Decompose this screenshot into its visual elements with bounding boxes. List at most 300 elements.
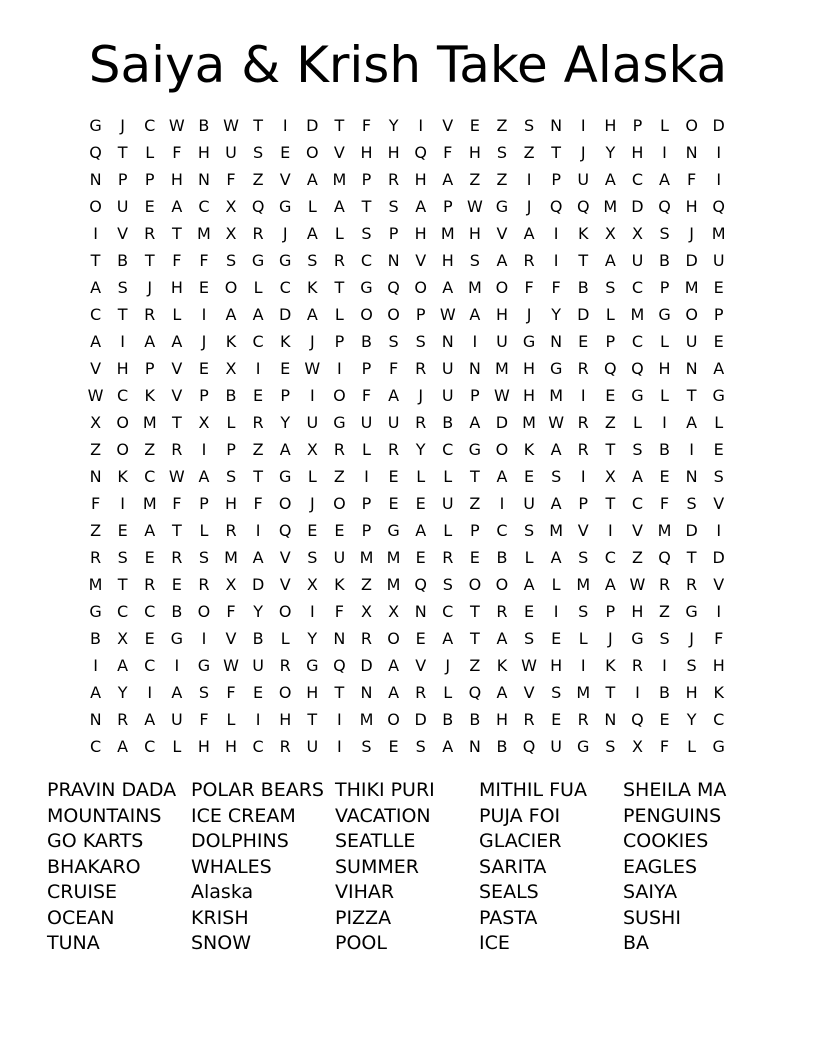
grid-letter[interactable]: Q xyxy=(576,197,590,216)
grid-letter[interactable]: V xyxy=(713,494,725,513)
grid-letter[interactable]: E xyxy=(253,683,264,702)
grid-letter[interactable]: I xyxy=(201,440,207,459)
grid-letter[interactable]: R xyxy=(144,575,156,594)
grid-letter[interactable]: C xyxy=(631,170,643,189)
grid-letter[interactable]: U xyxy=(170,710,183,729)
grid-letter[interactable]: C xyxy=(252,737,264,756)
grid-letter[interactable]: B xyxy=(659,683,670,702)
grid-letter[interactable]: V xyxy=(442,116,454,135)
grid-letter[interactable]: N xyxy=(387,251,400,270)
grid-letter[interactable]: O xyxy=(116,413,129,432)
grid-letter[interactable]: L xyxy=(687,737,697,756)
grid-letter[interactable]: E xyxy=(280,143,291,162)
grid-letter[interactable]: I xyxy=(580,116,586,135)
grid-letter[interactable]: G xyxy=(387,521,400,540)
grid-letter[interactable]: M xyxy=(576,575,591,594)
grid-letter[interactable]: R xyxy=(144,305,156,324)
grid-letter[interactable]: X xyxy=(306,575,318,594)
grid-letter[interactable]: L xyxy=(253,278,263,297)
grid-letter[interactable]: E xyxy=(605,386,616,405)
grid-letter[interactable]: A xyxy=(550,440,562,459)
grid-letter[interactable]: L xyxy=(443,683,453,702)
grid-letter[interactable]: I xyxy=(418,116,424,135)
grid-letter[interactable]: Z xyxy=(90,521,102,540)
grid-letter[interactable]: A xyxy=(550,548,562,567)
grid-letter[interactable]: K xyxy=(117,467,128,486)
grid-letter[interactable]: T xyxy=(469,629,480,648)
grid-letter[interactable]: G xyxy=(631,629,644,648)
grid-letter[interactable]: A xyxy=(659,170,670,189)
grid-letter[interactable]: A xyxy=(496,251,508,270)
grid-letter[interactable]: V xyxy=(496,224,508,243)
grid-letter[interactable]: S xyxy=(361,224,372,243)
grid-letter[interactable]: O xyxy=(197,602,211,621)
grid-letter[interactable]: A xyxy=(333,197,345,216)
grid-letter[interactable]: D xyxy=(685,521,698,540)
grid-letter[interactable]: I xyxy=(255,521,261,540)
grid-letter[interactable]: F xyxy=(388,359,399,378)
grid-letter[interactable]: E xyxy=(144,548,155,567)
grid-letter[interactable]: A xyxy=(604,251,616,270)
grid-letter[interactable]: T xyxy=(171,521,182,540)
grid-letter[interactable]: E xyxy=(198,359,209,378)
grid-letter[interactable]: O xyxy=(278,494,292,513)
grid-letter[interactable]: U xyxy=(360,413,373,432)
grid-letter[interactable]: X xyxy=(225,575,237,594)
grid-letter[interactable]: S xyxy=(198,683,209,702)
grid-letter[interactable]: H xyxy=(631,143,644,162)
grid-letter[interactable]: U xyxy=(387,413,400,432)
grid-letter[interactable]: D xyxy=(685,251,698,270)
grid-letter[interactable]: K xyxy=(713,683,724,702)
grid-letter[interactable]: G xyxy=(279,197,292,216)
grid-letter[interactable]: Q xyxy=(522,737,536,756)
grid-letter[interactable]: U xyxy=(333,548,346,567)
grid-letter[interactable]: O xyxy=(468,575,482,594)
grid-letter[interactable]: C xyxy=(117,602,129,621)
grid-letter[interactable]: B xyxy=(198,116,210,135)
grid-letter[interactable]: T xyxy=(551,143,562,162)
grid-letter[interactable]: R xyxy=(144,224,156,243)
grid-letter[interactable]: L xyxy=(443,521,453,540)
grid-letter[interactable]: A xyxy=(306,305,318,324)
grid-letter[interactable]: B xyxy=(577,278,589,297)
grid-letter[interactable]: V xyxy=(415,656,427,675)
grid-letter[interactable]: O xyxy=(116,440,129,459)
grid-letter[interactable]: M xyxy=(711,224,726,243)
grid-letter[interactable]: S xyxy=(307,548,318,567)
grid-letter[interactable]: X xyxy=(225,359,237,378)
grid-letter[interactable]: M xyxy=(386,575,401,594)
grid-letter[interactable]: S xyxy=(632,440,643,459)
grid-letter[interactable]: S xyxy=(523,521,535,540)
grid-letter[interactable]: A xyxy=(90,683,102,702)
grid-letter[interactable]: N xyxy=(197,170,210,189)
grid-letter[interactable]: H xyxy=(712,656,725,675)
grid-letter[interactable]: D xyxy=(279,305,292,324)
grid-letter[interactable]: W xyxy=(548,413,565,432)
grid-letter[interactable]: R xyxy=(117,710,129,729)
grid-letter[interactable]: M xyxy=(467,278,482,297)
grid-letter[interactable]: N xyxy=(604,710,617,729)
grid-letter[interactable]: H xyxy=(441,251,454,270)
grid-letter[interactable]: Y xyxy=(280,413,291,432)
grid-letter[interactable]: C xyxy=(252,332,264,351)
grid-letter[interactable]: F xyxy=(226,170,236,189)
grid-letter[interactable]: P xyxy=(361,359,372,378)
grid-letter[interactable]: T xyxy=(605,683,616,702)
grid-letter[interactable]: Z xyxy=(361,575,372,594)
grid-letter[interactable]: I xyxy=(607,521,613,540)
grid-letter[interactable]: A xyxy=(90,332,102,351)
grid-letter[interactable]: F xyxy=(659,737,670,756)
grid-letter[interactable]: O xyxy=(387,305,400,324)
grid-letter[interactable]: C xyxy=(279,278,291,297)
grid-letter[interactable]: J xyxy=(309,332,315,351)
grid-letter[interactable]: O xyxy=(278,683,292,702)
grid-letter[interactable]: F xyxy=(199,251,209,270)
grid-letter[interactable]: L xyxy=(172,737,182,756)
grid-letter[interactable]: Y xyxy=(307,629,318,648)
grid-letter[interactable]: E xyxy=(307,521,318,540)
grid-letter[interactable]: R xyxy=(415,413,427,432)
grid-letter[interactable]: X xyxy=(604,467,616,486)
grid-letter[interactable]: S xyxy=(605,278,616,297)
grid-letter[interactable]: L xyxy=(226,710,236,729)
grid-letter[interactable]: C xyxy=(144,116,156,135)
grid-letter[interactable]: E xyxy=(713,440,724,459)
grid-letter[interactable]: I xyxy=(337,737,342,756)
grid-letter[interactable]: O xyxy=(685,305,698,324)
grid-letter[interactable]: I xyxy=(201,629,207,648)
grid-letter[interactable]: Q xyxy=(278,521,292,540)
grid-letter[interactable]: U xyxy=(306,737,319,756)
grid-letter[interactable]: Q xyxy=(631,359,644,378)
grid-letter[interactable]: S xyxy=(523,116,535,135)
grid-letter[interactable]: I xyxy=(580,386,586,405)
grid-letter[interactable]: W xyxy=(466,197,483,216)
grid-letter[interactable]: V xyxy=(90,359,102,378)
grid-letter[interactable]: L xyxy=(524,548,534,567)
grid-letter[interactable]: R xyxy=(442,548,454,567)
grid-letter[interactable]: F xyxy=(253,494,263,513)
grid-letter[interactable]: I xyxy=(662,656,667,675)
grid-letter[interactable]: Z xyxy=(496,116,508,135)
grid-letter[interactable]: A xyxy=(442,278,454,297)
grid-letter[interactable]: L xyxy=(307,467,317,486)
grid-letter[interactable]: C xyxy=(631,278,643,297)
grid-letter[interactable]: P xyxy=(605,602,616,621)
grid-letter[interactable]: P xyxy=(144,170,155,189)
grid-letter[interactable]: I xyxy=(499,494,505,513)
grid-letter[interactable]: I xyxy=(309,386,315,405)
grid-letter[interactable]: G xyxy=(712,386,725,405)
grid-letter[interactable]: L xyxy=(660,386,669,405)
grid-letter[interactable]: D xyxy=(306,116,319,135)
grid-letter[interactable]: R xyxy=(415,683,427,702)
grid-letter[interactable]: I xyxy=(472,332,478,351)
grid-letter[interactable]: R xyxy=(658,575,671,594)
grid-letter[interactable]: E xyxy=(171,575,182,594)
grid-letter[interactable]: R xyxy=(388,170,400,189)
grid-letter[interactable]: I xyxy=(255,359,261,378)
grid-letter[interactable]: R xyxy=(225,521,237,540)
grid-letter[interactable]: L xyxy=(578,629,588,648)
grid-letter[interactable]: S xyxy=(388,332,399,351)
grid-letter[interactable]: S xyxy=(659,224,670,243)
grid-letter[interactable]: N xyxy=(685,359,698,378)
grid-letter[interactable]: A xyxy=(252,305,264,324)
grid-letter[interactable]: F xyxy=(524,278,534,297)
grid-letter[interactable]: E xyxy=(415,548,426,567)
grid-letter[interactable]: O xyxy=(89,197,102,216)
grid-letter[interactable]: I xyxy=(553,224,559,243)
grid-letter[interactable]: H xyxy=(550,656,563,675)
grid-letter[interactable]: A xyxy=(171,332,183,351)
grid-letter[interactable]: J xyxy=(120,116,125,135)
grid-letter[interactable]: S xyxy=(686,656,697,675)
grid-letter[interactable]: N xyxy=(468,737,481,756)
grid-letter[interactable]: I xyxy=(716,170,722,189)
grid-letter[interactable]: B xyxy=(225,386,237,405)
grid-letter[interactable]: J xyxy=(445,656,451,675)
grid-letter[interactable]: Q xyxy=(468,683,482,702)
grid-letter[interactable]: J xyxy=(580,143,586,162)
grid-letter[interactable]: X xyxy=(631,737,643,756)
grid-letter[interactable]: P xyxy=(144,359,155,378)
grid-letter[interactable]: D xyxy=(251,575,265,594)
grid-letter[interactable]: F xyxy=(172,494,182,513)
grid-letter[interactable]: T xyxy=(469,467,480,486)
grid-letter[interactable]: L xyxy=(416,467,426,486)
grid-letter[interactable]: A xyxy=(415,197,427,216)
grid-letter[interactable]: G xyxy=(251,251,265,270)
grid-letter[interactable]: F xyxy=(199,710,209,729)
grid-letter[interactable]: R xyxy=(89,548,102,567)
grid-letter[interactable]: U xyxy=(441,494,454,513)
grid-letter[interactable]: A xyxy=(306,170,318,189)
grid-letter[interactable]: E xyxy=(578,332,589,351)
grid-letter[interactable]: U xyxy=(631,251,644,270)
grid-letter[interactable]: Z xyxy=(144,440,156,459)
grid-letter[interactable]: I xyxy=(716,143,722,162)
grid-letter[interactable]: A xyxy=(388,656,400,675)
grid-letter[interactable]: P xyxy=(659,278,670,297)
grid-letter[interactable]: P xyxy=(388,224,399,243)
grid-letter[interactable]: R xyxy=(333,251,345,270)
grid-letter[interactable]: T xyxy=(144,251,155,270)
grid-letter[interactable]: Z xyxy=(469,170,481,189)
grid-letter[interactable]: X xyxy=(117,629,129,648)
grid-letter[interactable]: L xyxy=(362,440,371,459)
grid-letter[interactable]: T xyxy=(117,575,128,594)
grid-letter[interactable]: V xyxy=(117,224,129,243)
grid-letter[interactable]: G xyxy=(658,305,671,324)
grid-letter[interactable]: H xyxy=(468,143,481,162)
grid-letter[interactable]: R xyxy=(523,710,535,729)
grid-letter[interactable]: B xyxy=(469,710,481,729)
grid-letter[interactable]: B xyxy=(496,737,508,756)
grid-letter[interactable]: Y xyxy=(388,116,399,135)
grid-letter[interactable]: I xyxy=(716,602,722,621)
grid-letter[interactable]: G xyxy=(89,602,102,621)
grid-letter[interactable]: A xyxy=(604,575,616,594)
grid-letter[interactable]: L xyxy=(280,629,290,648)
grid-letter[interactable]: L xyxy=(660,116,669,135)
grid-letter[interactable]: T xyxy=(605,440,616,459)
grid-letter[interactable]: K xyxy=(577,224,589,243)
grid-letter[interactable]: T xyxy=(117,143,128,162)
grid-letter[interactable]: Y xyxy=(605,143,616,162)
grid-letter[interactable]: L xyxy=(605,305,615,324)
grid-letter[interactable]: C xyxy=(89,737,102,756)
grid-letter[interactable]: P xyxy=(361,170,372,189)
grid-letter[interactable]: O xyxy=(387,710,400,729)
grid-letter[interactable]: L xyxy=(172,305,182,324)
grid-letter[interactable]: V xyxy=(171,359,183,378)
grid-letter[interactable]: I xyxy=(120,332,125,351)
grid-letter[interactable]: P xyxy=(551,170,561,189)
grid-letter[interactable]: W xyxy=(168,116,185,135)
grid-letter[interactable]: Q xyxy=(414,575,427,594)
grid-letter[interactable]: G xyxy=(197,656,211,675)
grid-letter[interactable]: T xyxy=(361,197,372,216)
grid-letter[interactable]: S xyxy=(225,251,237,270)
grid-letter[interactable]: S xyxy=(117,548,128,567)
grid-letter[interactable]: H xyxy=(225,737,238,756)
grid-letter[interactable]: F xyxy=(361,116,372,135)
grid-letter[interactable]: B xyxy=(90,629,102,648)
grid-letter[interactable]: N xyxy=(468,359,481,378)
grid-letter[interactable]: I xyxy=(174,656,180,675)
grid-letter[interactable]: U xyxy=(550,737,562,756)
grid-letter[interactable]: M xyxy=(440,224,455,243)
grid-letter[interactable]: E xyxy=(659,467,670,486)
grid-letter[interactable]: F xyxy=(659,494,670,513)
grid-letter[interactable]: I xyxy=(716,521,722,540)
grid-letter[interactable]: G xyxy=(577,737,590,756)
grid-letter[interactable]: O xyxy=(306,143,319,162)
grid-letter[interactable]: K xyxy=(144,386,155,405)
grid-letter[interactable]: H xyxy=(414,224,427,243)
grid-letter[interactable]: V xyxy=(333,143,345,162)
grid-letter[interactable]: M xyxy=(359,548,374,567)
grid-letter[interactable]: W xyxy=(168,467,185,486)
grid-letter[interactable]: S xyxy=(388,197,399,216)
grid-letter[interactable]: Z xyxy=(469,656,481,675)
grid-letter[interactable]: W xyxy=(629,575,646,594)
grid-letter[interactable]: M xyxy=(495,359,509,378)
grid-letter[interactable]: O xyxy=(495,440,509,459)
grid-letter[interactable]: E xyxy=(117,521,128,540)
grid-letter[interactable]: L xyxy=(199,521,209,540)
grid-letter[interactable]: P xyxy=(713,305,724,324)
grid-letter[interactable]: N xyxy=(685,467,698,486)
grid-letter[interactable]: L xyxy=(334,305,344,324)
grid-letter[interactable]: Q xyxy=(387,278,400,297)
grid-letter[interactable]: G xyxy=(549,359,563,378)
grid-letter[interactable]: I xyxy=(93,656,98,675)
grid-letter[interactable]: Y xyxy=(686,710,697,729)
grid-letter[interactable]: G xyxy=(279,251,292,270)
grid-letter[interactable]: P xyxy=(470,521,480,540)
grid-letter[interactable]: A xyxy=(713,359,725,378)
grid-letter[interactable]: E xyxy=(551,629,562,648)
grid-letter[interactable]: X xyxy=(306,440,318,459)
grid-letter[interactable]: T xyxy=(307,710,318,729)
grid-letter[interactable]: F xyxy=(226,602,236,621)
grid-letter[interactable]: W xyxy=(304,359,321,378)
grid-letter[interactable]: I xyxy=(337,710,342,729)
grid-letter[interactable]: F xyxy=(172,251,182,270)
grid-letter[interactable]: A xyxy=(496,629,508,648)
grid-letter[interactable]: C xyxy=(442,602,454,621)
grid-letter[interactable]: I xyxy=(255,710,261,729)
grid-letter[interactable]: E xyxy=(280,359,291,378)
grid-letter[interactable]: A xyxy=(523,575,535,594)
grid-letter[interactable]: V xyxy=(415,251,427,270)
grid-letter[interactable]: G xyxy=(89,116,102,135)
grid-letter[interactable]: K xyxy=(334,575,345,594)
grid-letter[interactable]: N xyxy=(89,710,102,729)
grid-letter[interactable]: X xyxy=(361,602,372,621)
grid-letter[interactable]: C xyxy=(360,251,373,270)
grid-letter[interactable]: K xyxy=(605,656,616,675)
grid-letter[interactable]: G xyxy=(685,602,698,621)
grid-letter[interactable]: H xyxy=(604,116,617,135)
grid-letter[interactable]: K xyxy=(307,278,318,297)
grid-letter[interactable]: Y xyxy=(415,440,426,459)
grid-letter[interactable]: O xyxy=(495,278,509,297)
grid-letter[interactable]: A xyxy=(306,224,318,243)
grid-letter[interactable]: B xyxy=(442,710,454,729)
grid-letter[interactable]: K xyxy=(496,656,508,675)
grid-letter[interactable]: V xyxy=(279,575,291,594)
grid-letter[interactable]: G xyxy=(170,629,184,648)
grid-letter[interactable]: Z xyxy=(631,548,643,567)
grid-letter[interactable]: R xyxy=(388,440,400,459)
grid-letter[interactable]: S xyxy=(578,602,589,621)
grid-letter[interactable]: U xyxy=(577,170,590,189)
grid-letter[interactable]: X xyxy=(225,224,237,243)
grid-letter[interactable]: R xyxy=(577,359,589,378)
grid-letter[interactable]: B xyxy=(360,332,372,351)
grid-letter[interactable]: S xyxy=(415,737,426,756)
grid-letter[interactable]: P xyxy=(361,521,372,540)
grid-letter[interactable]: Q xyxy=(89,143,102,162)
grid-letter[interactable]: R xyxy=(198,575,210,594)
grid-letter[interactable]: M xyxy=(603,197,618,216)
grid-letter[interactable]: P xyxy=(415,305,426,324)
grid-letter[interactable]: J xyxy=(689,629,694,648)
grid-letter[interactable]: M xyxy=(142,494,157,513)
grid-letter[interactable]: I xyxy=(689,440,694,459)
grid-letter[interactable]: V xyxy=(279,170,291,189)
grid-letter[interactable]: B xyxy=(442,413,454,432)
grid-letter[interactable]: T xyxy=(171,224,182,243)
grid-letter[interactable]: L xyxy=(632,413,642,432)
grid-letter[interactable]: I xyxy=(580,656,586,675)
grid-letter[interactable]: P xyxy=(470,386,480,405)
grid-letter[interactable]: M xyxy=(224,548,238,567)
grid-letter[interactable]: I xyxy=(93,224,98,243)
grid-letter[interactable]: E xyxy=(198,278,209,297)
grid-letter[interactable]: S xyxy=(117,278,128,297)
grid-letter[interactable]: R xyxy=(279,737,291,756)
grid-letter[interactable]: C xyxy=(89,305,102,324)
grid-letter[interactable]: X xyxy=(225,197,237,216)
grid-letter[interactable]: D xyxy=(414,710,427,729)
